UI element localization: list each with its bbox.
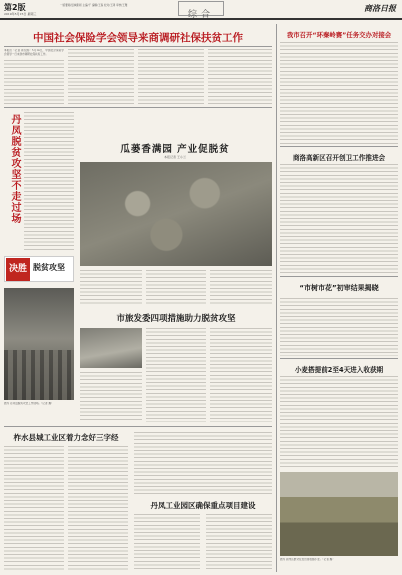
article1-title: 中国社会保险学会领导来商调研社保扶贫工作 (33, 32, 243, 44)
article1-body (4, 60, 64, 105)
article1-body-4 (208, 49, 272, 105)
column-divider (276, 24, 277, 572)
article2-body-2 (146, 270, 206, 306)
article2-photo (80, 162, 272, 266)
article5-body (134, 514, 200, 570)
banner (4, 256, 74, 282)
paper-name: 商洛日报 (364, 4, 396, 13)
section-title: 综合 (187, 10, 214, 20)
right3-body (280, 298, 398, 356)
divider (4, 46, 272, 47)
divider (4, 107, 272, 108)
article2-body-3 (210, 270, 272, 306)
article3-body (80, 372, 142, 422)
banner-right: 脱贫攻坚 (33, 263, 65, 272)
right3-title: “市树市花”初审结果揭晓 (299, 284, 379, 292)
page-number: 第2版 (4, 3, 26, 12)
masthead (0, 0, 402, 20)
section-box (178, 1, 224, 20)
divider (280, 146, 398, 147)
masthead-nav: 一版要闻/县域新闻 主编/干 编辑/王森 校对/王鸿 审核/王雅 (60, 4, 128, 7)
article2-body (80, 270, 142, 306)
photo-foliage (80, 162, 272, 266)
article3-title: 市旅发委四项措施助力脱贫攻坚 (116, 314, 236, 324)
article4-title: 柞水县城工业区着力念好三字经 (13, 433, 119, 442)
right1-title: 我市召开“环秦岭赛”任务交办对接会 (286, 31, 392, 39)
article2-byline: 本报记者 王小兰 (164, 155, 186, 159)
divider (4, 426, 272, 427)
article3-body-2 (146, 328, 206, 422)
left-photo (4, 288, 74, 400)
article2-title: 瓜蒌香满园 产业促脱贫 (120, 144, 230, 155)
divider (280, 276, 398, 277)
sidebar-body (24, 112, 74, 252)
article1-byline: 本报讯（记者 郭宏霞）5月14日，中国社会保险学会领导一行来我市调研社保扶贫工作。 (4, 49, 64, 56)
right2-title: 商洛高新区召开创卫工作推进会 (292, 154, 386, 162)
right4-title: 小麦搭提前2至4天进入收获期 (294, 366, 384, 374)
right2-body (280, 164, 398, 274)
right-photo-caption: 图为 商州区群众在麦田里收割小麦。（记者 摄） (280, 558, 335, 561)
right-photo (280, 472, 398, 556)
article1-body-2 (68, 49, 134, 105)
photo-people (4, 350, 74, 400)
article1-body-3 (138, 49, 204, 105)
left-photo-caption: 图为 丹凤县脱贫攻坚工作现场。（记者 摄） (4, 402, 54, 405)
article3-body-3 (210, 328, 272, 422)
article5-title: 丹凤工业园区确保重点项目建设 (150, 501, 256, 510)
article4-body-2 (68, 446, 128, 570)
right1-body (280, 42, 398, 144)
date-line: 2019年5月15日 星期三 (4, 12, 37, 16)
article4-body (4, 446, 64, 570)
right4-body (280, 376, 398, 468)
divider (280, 358, 398, 359)
banner-left: 决胜 (6, 258, 30, 281)
article5-body-2 (206, 514, 272, 570)
article5-body-top (134, 432, 272, 494)
article3-photo (80, 328, 142, 368)
sidebar-vertical-title: 丹凤脱贫攻坚不走过场 (9, 114, 20, 224)
